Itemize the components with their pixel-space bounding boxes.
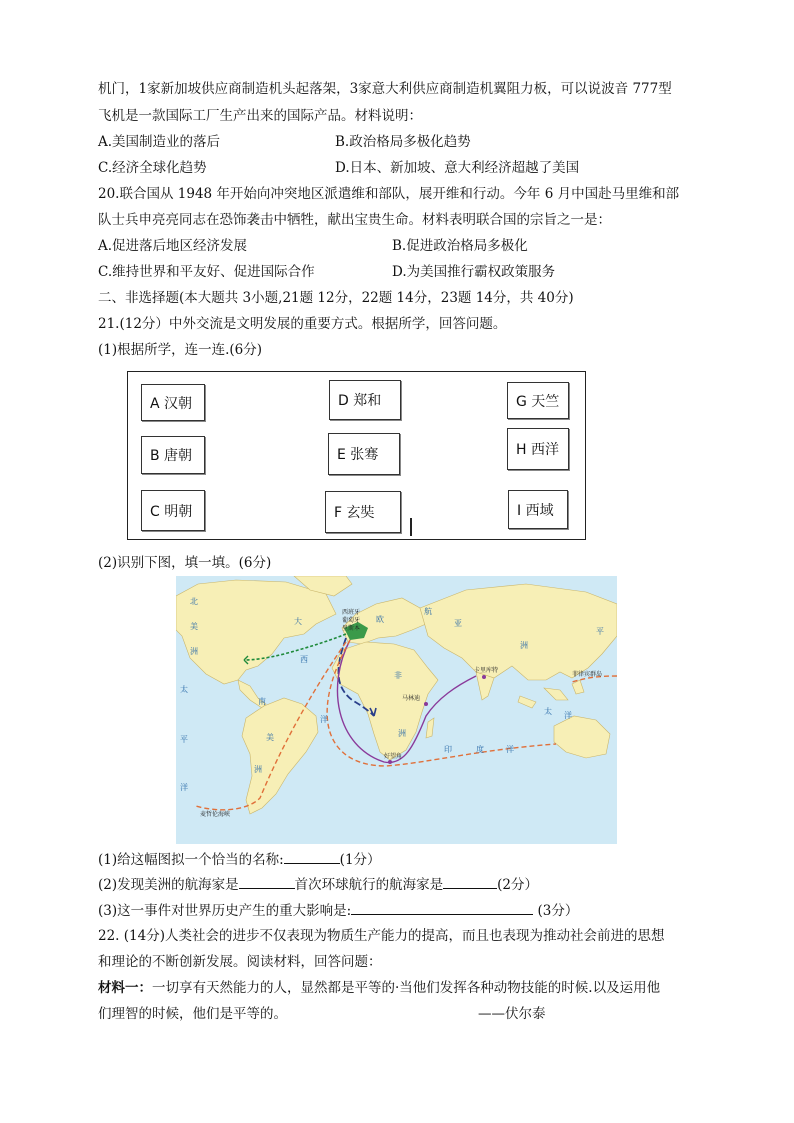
q20-stem-line2: 队士兵申亮亮同志在恐饰袭击中牺牲，献出宝贵生命。材料表明联合国的宗旨之一是： bbox=[98, 212, 611, 228]
label-calicut: 卡里库特 bbox=[474, 667, 499, 674]
label-north-america-3: 洲 bbox=[190, 647, 198, 656]
label-lisbon: 里斯本 bbox=[342, 625, 361, 632]
label-pacific-e-3: 洋 bbox=[564, 711, 572, 720]
label-pacific-e-2: 平 bbox=[596, 627, 604, 636]
match-box-f[interactable]: F 玄奘 bbox=[325, 491, 401, 533]
label-atlantic-3: 洋 bbox=[320, 715, 328, 724]
label-africa-2: 洲 bbox=[398, 729, 406, 738]
new-route-exploration-map bbox=[176, 576, 617, 844]
marker-cape bbox=[388, 760, 392, 764]
label-portugal: 葡萄牙 bbox=[342, 617, 361, 624]
q22-material1-label: 材料一： bbox=[98, 980, 152, 996]
q22-material1-text1: 一切享有天然能力的人，显然都是平等的·当他们发挥各种动物技能的时候.以及运用他 bbox=[152, 980, 661, 996]
label-pacific-w-3: 洋 bbox=[180, 783, 188, 792]
label-indian-1: 印 bbox=[444, 745, 452, 754]
label-south-america-2: 美 bbox=[266, 733, 274, 742]
q21-sub2-blank-b[interactable] bbox=[443, 874, 497, 889]
label-cape: 好望角 bbox=[384, 753, 403, 760]
label-pacific-e-1: 太 bbox=[544, 707, 552, 716]
q22-stem-line2: 和理论的不断创新发展。阅读材料，回答问题： bbox=[98, 954, 382, 970]
q22-material1-author: ——伏尔泰 bbox=[478, 1006, 546, 1022]
q20-option-a: A.促进落后地区经济发展 bbox=[98, 238, 248, 254]
q21-intro: 21.(12分）中外交流是文明发展的重要方式。根据所学，回答问题。 bbox=[98, 316, 507, 332]
match-box-e[interactable]: E 张骞 bbox=[328, 433, 400, 475]
marker-malindi bbox=[424, 702, 428, 706]
match-box-h[interactable]: H 西洋 bbox=[507, 428, 569, 470]
label-asia-1: 亚 bbox=[454, 619, 462, 628]
text-cursor bbox=[410, 518, 412, 536]
q22-stem-line1: 22. (14分)人类社会的进步不仅表现为物质生产能力的提高，而且也表现为推动社会前进的思想 bbox=[98, 928, 665, 944]
match-box-d[interactable]: D 郑和 bbox=[329, 380, 401, 420]
label-north-ocean: 航 bbox=[424, 607, 432, 616]
label-atlantic-2: 西 bbox=[300, 655, 308, 664]
q20-option-c: C.维持世界和平友好、促进国际合作 bbox=[98, 264, 315, 280]
match-box-c[interactable]: C 明朝 bbox=[141, 490, 205, 531]
q21-sub2-score: (2分） bbox=[497, 877, 538, 893]
q21-sub3-text: (3)这一事件对世界历史产生的重大影响是: bbox=[98, 903, 352, 919]
q20-stem-line1: 20.联合国从 1948 年开始向冲突地区派遣维和部队，展开维和行动。今年 6 月中国赴马里维和部 bbox=[98, 186, 680, 202]
label-south-america-1: 南 bbox=[258, 697, 266, 706]
q20-option-b: B.促进政治格局多极化 bbox=[392, 238, 528, 254]
label-magellan-strait: 麦哲伦海峡 bbox=[200, 811, 231, 818]
q21-part2-instruction: (2)识别下图，填一填。(6分) bbox=[98, 555, 272, 571]
label-pacific-w-1: 太 bbox=[180, 685, 188, 694]
label-philippines: 菲律宾群岛 bbox=[572, 671, 603, 678]
label-pacific-w-2: 平 bbox=[180, 735, 188, 744]
q21-sub2-text-b: 首次环球航行的航海家是 bbox=[294, 877, 444, 893]
q19-option-b: B.政治格局多极化趋势 bbox=[335, 134, 471, 150]
label-north-america-2: 美 bbox=[190, 622, 198, 631]
label-asia-2: 洲 bbox=[520, 641, 528, 650]
q22-material1-line2: 们理智的时候，他们是平等的。 bbox=[98, 1006, 287, 1022]
label-malindi: 马林迪 bbox=[402, 695, 421, 702]
q21-sub3-blank[interactable] bbox=[351, 900, 533, 915]
q19-option-c: C.经济全球化趋势 bbox=[98, 160, 207, 176]
section-two-heading: 二、非选择题(本大题共 3小题,21题 12分，22题 14分，23题 14分，共 40分) bbox=[98, 290, 574, 306]
q21-sub3 bbox=[98, 900, 578, 921]
match-box-i[interactable]: I 西域 bbox=[508, 490, 568, 529]
q22-material1-line1 bbox=[98, 978, 660, 998]
q21-sub1-text: (1)给这幅图拟一个恰当的名称: bbox=[98, 852, 284, 868]
marker-calicut bbox=[482, 675, 486, 679]
q19-option-d: D.日本、新加坡、意大利经济超越了美国 bbox=[335, 160, 580, 176]
label-atlantic-1: 大 bbox=[294, 617, 302, 626]
q21-sub2-text-a: (2)发现美洲的航海家是 bbox=[98, 877, 239, 893]
label-spain: 西班牙 bbox=[342, 609, 361, 616]
q19-stem-line1: 机门，1家新加坡供应商制造机头起落架，3家意大利供应商制造机翼阻力板，可以说波音 777型 bbox=[98, 81, 672, 97]
q21-part1-instruction: (1)根据所学，连一连.(6分) bbox=[98, 342, 263, 358]
label-indian-2: 度 bbox=[476, 745, 484, 754]
label-europe: 欧 bbox=[376, 615, 384, 624]
q21-sub1 bbox=[98, 849, 381, 870]
match-box-a[interactable]: A 汉朝 bbox=[141, 384, 205, 421]
q21-sub1-blank[interactable] bbox=[284, 849, 340, 864]
label-indian-3: 洋 bbox=[506, 745, 514, 754]
match-box-b[interactable]: B 唐朝 bbox=[141, 436, 205, 474]
q21-sub1-score: (1分） bbox=[339, 852, 381, 868]
q21-sub2 bbox=[98, 874, 538, 895]
label-africa-1: 非 bbox=[394, 671, 402, 680]
q19-option-a: A.美国制造业的落后 bbox=[98, 134, 221, 150]
q21-sub2-blank-a[interactable] bbox=[239, 874, 295, 889]
q20-option-d: D.为美国推行霸权政策服务 bbox=[392, 264, 556, 280]
q19-stem-line2: 飞机是一款国际工厂生产出来的国际产品。材料说明： bbox=[98, 108, 422, 124]
q21-sub3-score: (3分） bbox=[533, 903, 579, 919]
label-north-america-1: 北 bbox=[190, 597, 198, 606]
match-box-g[interactable]: G 天竺 bbox=[507, 382, 569, 419]
label-south-america-3: 洲 bbox=[254, 765, 262, 774]
